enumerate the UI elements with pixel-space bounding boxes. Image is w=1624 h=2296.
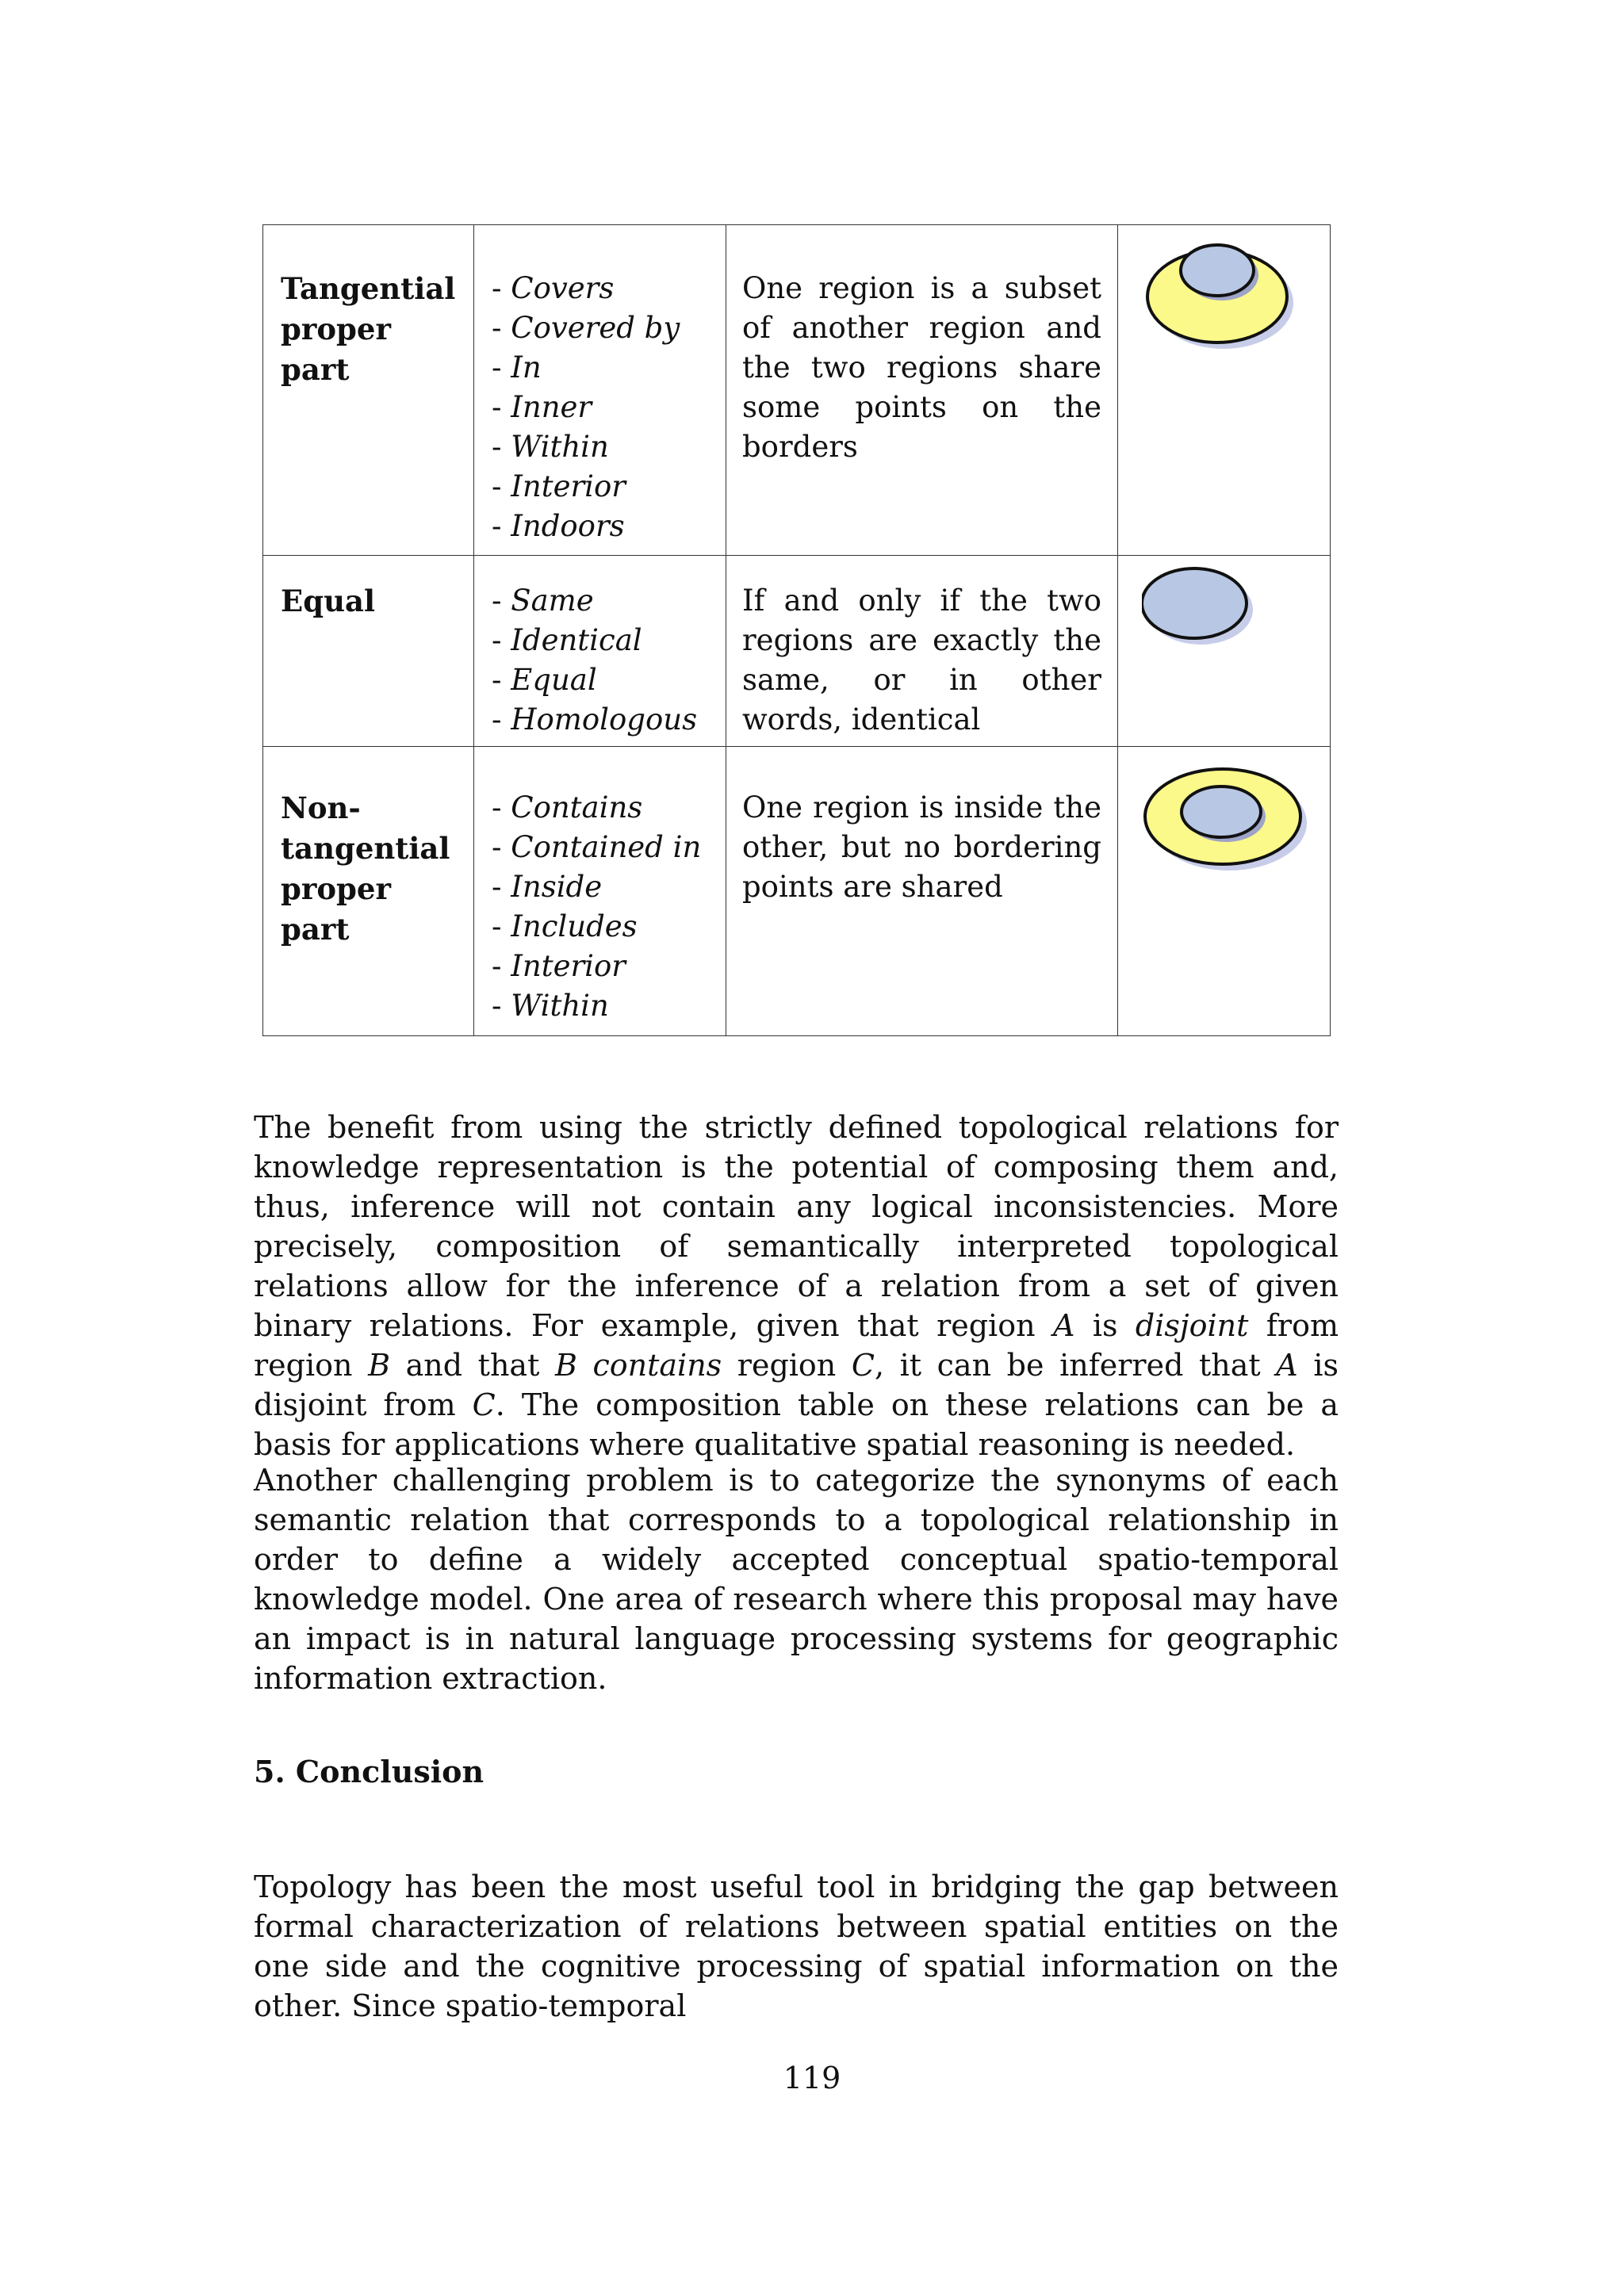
figure-cell [1118, 225, 1331, 556]
list-item: - Indoors [492, 509, 625, 543]
description-cell [726, 747, 1118, 1036]
description-cell [726, 225, 1118, 556]
list-item: - In [492, 350, 542, 385]
page-number: 119 [783, 2061, 841, 2095]
list-item: - Inside [492, 870, 603, 904]
list-item: - Interior [492, 469, 626, 503]
equal-diagram [1142, 564, 1269, 667]
list-item: - Contains [492, 790, 643, 825]
list-item: - Equal [492, 663, 597, 697]
relation-name-cell [263, 747, 474, 1036]
topological-relations-table [262, 224, 1331, 1036]
relation-description: If and only if the two regions are exactly the same, or in other words, identical [742, 584, 1101, 737]
body-paragraph: The benefit from using the strictly defined topological relations for knowledge representation is the potential of composing them and, thus, inference will not contain any logical inconsistencies. More precisely, composition of semantically interpreted topological relations allow for the inference of a relation from a set of given binary relations. For example, given that region A is disjoint from region B and that B contains region C, it can be inferred that A is disjoint from C. The composition table on these relations can be a basis for applications where qualitative spatial reasoning is needed. [254, 1110, 1339, 1462]
synonyms-cell [474, 747, 726, 1036]
tangential-proper-part-diagram [1142, 241, 1300, 360]
list-item: - Includes [492, 909, 638, 943]
list-item: - Interior [492, 949, 626, 983]
synonym-list [474, 225, 726, 546]
table-row [263, 225, 1331, 556]
table-row [263, 556, 1331, 747]
list-item: - Covered by [492, 311, 680, 345]
synonyms-cell [474, 225, 726, 556]
table-row [263, 747, 1331, 1036]
list-item: - Homologous [492, 702, 698, 737]
list-item: - Identical [492, 623, 642, 657]
body-paragraph: Topology has been the most useful tool in bridging the gap between formal characterization of relations between spatial entities on the one side and the cognitive processing of spatial information on the other. Since spatio-temporal [254, 1869, 1339, 2023]
description-cell [726, 556, 1118, 747]
list-item: - Same [492, 584, 594, 618]
list-item: - Inner [492, 390, 592, 424]
synonym-list [474, 747, 726, 1026]
figure-cell [1118, 556, 1331, 747]
relation-name: Tangential proper part [281, 271, 456, 387]
body-paragraph: Another challenging problem is to categorize the synonyms of each semantic relation that corresponds to a topological relationship in order to define a widely accepted conceptual spatio-temporal knowledge model. One area of research where this proposal may have an impact is in natural language processing systems for geographic information extraction. [254, 1463, 1339, 1696]
relation-name: Equal [281, 584, 376, 618]
figure-cell [1118, 747, 1331, 1036]
relation-name: Non- tangential proper part [281, 790, 450, 947]
synonym-list [474, 556, 726, 740]
relation-name-cell [263, 225, 474, 556]
list-item: - Within [492, 989, 609, 1023]
list-item: - Within [492, 430, 609, 464]
relation-name-cell [263, 556, 474, 747]
non-tangential-proper-part-diagram [1142, 763, 1308, 882]
synonyms-cell [474, 556, 726, 747]
list-item: - Covers [492, 271, 615, 305]
relation-description: One region is inside the other, but no bordering points are shared [742, 790, 1101, 904]
relation-description: One region is a subset of another region and the two regions share some points on the borders [742, 271, 1101, 464]
section-heading: 5. Conclusion [254, 1754, 485, 1789]
list-item: - Contained in [492, 830, 702, 864]
